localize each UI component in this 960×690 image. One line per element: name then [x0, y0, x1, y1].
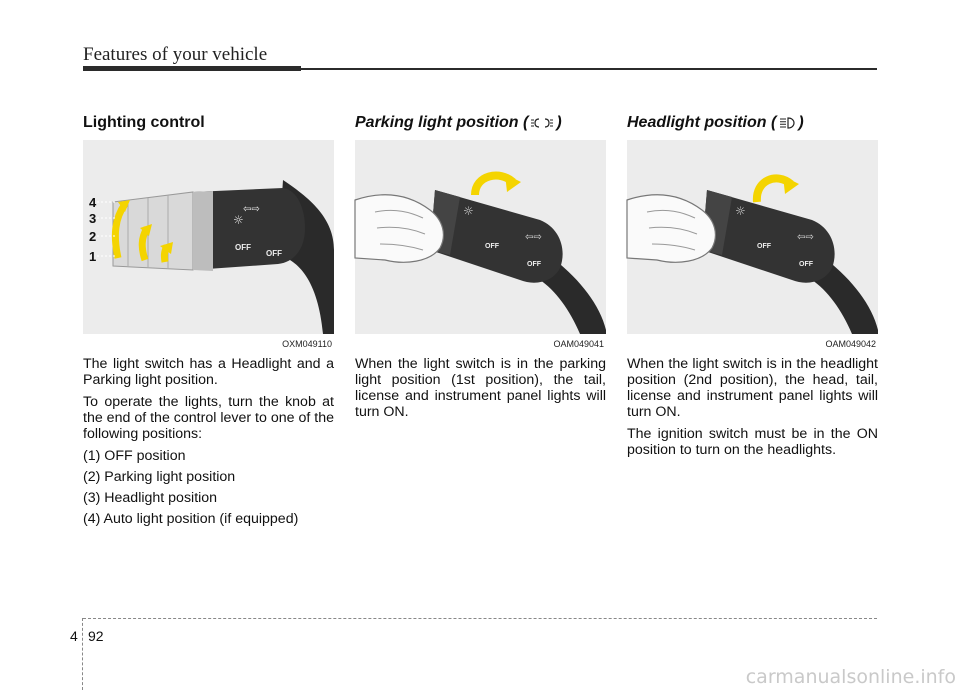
footer-divider: [82, 618, 83, 690]
lever-off-label-2: OFF: [799, 261, 813, 268]
list-item: (4) Auto light position (if equipped): [83, 511, 299, 527]
header-rule: [301, 68, 877, 70]
svg-text:⇦⇨: ⇦⇨: [525, 232, 542, 243]
callout-3: 3: [89, 211, 97, 226]
svg-text:☼: ☼: [735, 204, 746, 218]
parking-light-text: [355, 356, 606, 420]
headlight-figure: [627, 140, 878, 349]
parking-light-title: [355, 108, 606, 138]
list-item: (3) Headlight position: [83, 490, 218, 506]
svg-text:⇦⇨: ⇦⇨: [797, 232, 814, 243]
svg-text:☼: ☼: [463, 204, 474, 218]
lever-off-label-1: OFF: [485, 243, 499, 250]
list-item: (1) OFF position: [83, 448, 186, 464]
title-suffix: ): [556, 114, 562, 131]
lever-off-label-2: OFF: [266, 249, 282, 258]
parking-light-column: [355, 108, 606, 426]
page-number: 92: [88, 628, 104, 644]
light-switch-lever-illustration: [83, 140, 334, 334]
title-prefix: Headlight position (: [627, 114, 777, 131]
hand-turning-lever-illustration: [627, 140, 878, 334]
headlight-icon: [779, 117, 795, 129]
paragraph: The ignition switch must be in the ON position to turn on the headlights.: [627, 426, 878, 458]
positions-list: [83, 448, 334, 527]
section-header-title: Features of your vehicle: [83, 44, 268, 65]
lever-off-label-1: OFF: [235, 243, 251, 252]
chapter-number: 4: [70, 628, 78, 644]
title-suffix: ): [798, 114, 804, 131]
figure-code: OAM049042: [825, 339, 876, 349]
headlight-text: [627, 356, 878, 458]
figure-code: OAM049041: [553, 339, 604, 349]
paragraph: When the light switch is in the headlight position (2nd position), the head, tail, license and instrument panel lights will turn ON.: [627, 356, 878, 420]
title-prefix: Parking light position (: [355, 114, 529, 131]
header-bar: [83, 66, 301, 71]
headlight-title: [627, 108, 878, 138]
paragraph: The light switch has a Headlight and a Parking light position.: [83, 356, 334, 388]
watermark: carmanualsonline.info: [745, 666, 956, 688]
figure-code: OXM049110: [282, 339, 332, 349]
svg-text:⇦⇨: ⇦⇨: [243, 204, 260, 215]
parking-light-icon: [531, 117, 553, 129]
callout-4: 4: [89, 195, 97, 210]
lighting-control-text: [83, 356, 334, 527]
list-item: (2) Parking light position: [83, 469, 236, 485]
lighting-control-figure: [83, 140, 334, 349]
footer-rule: [83, 618, 877, 619]
lever-off-label-1: OFF: [757, 243, 771, 250]
lighting-control-column: [83, 108, 334, 532]
callout-2: 2: [89, 229, 97, 244]
svg-text:☼: ☼: [233, 213, 244, 227]
paragraph: To operate the lights, turn the knob at the end of the control lever to one of the following positions:: [83, 394, 334, 442]
paragraph: When the light switch is in the parking light position (1st position), the tail, license and instrument panel lights will turn ON.: [355, 356, 606, 420]
lever-off-label-2: OFF: [527, 261, 541, 268]
hand-turning-lever-illustration: [355, 140, 606, 334]
lighting-control-title: Lighting control: [83, 114, 205, 131]
headlight-column: [627, 108, 878, 464]
parking-light-figure: [355, 140, 606, 349]
callout-1: 1: [89, 249, 97, 264]
